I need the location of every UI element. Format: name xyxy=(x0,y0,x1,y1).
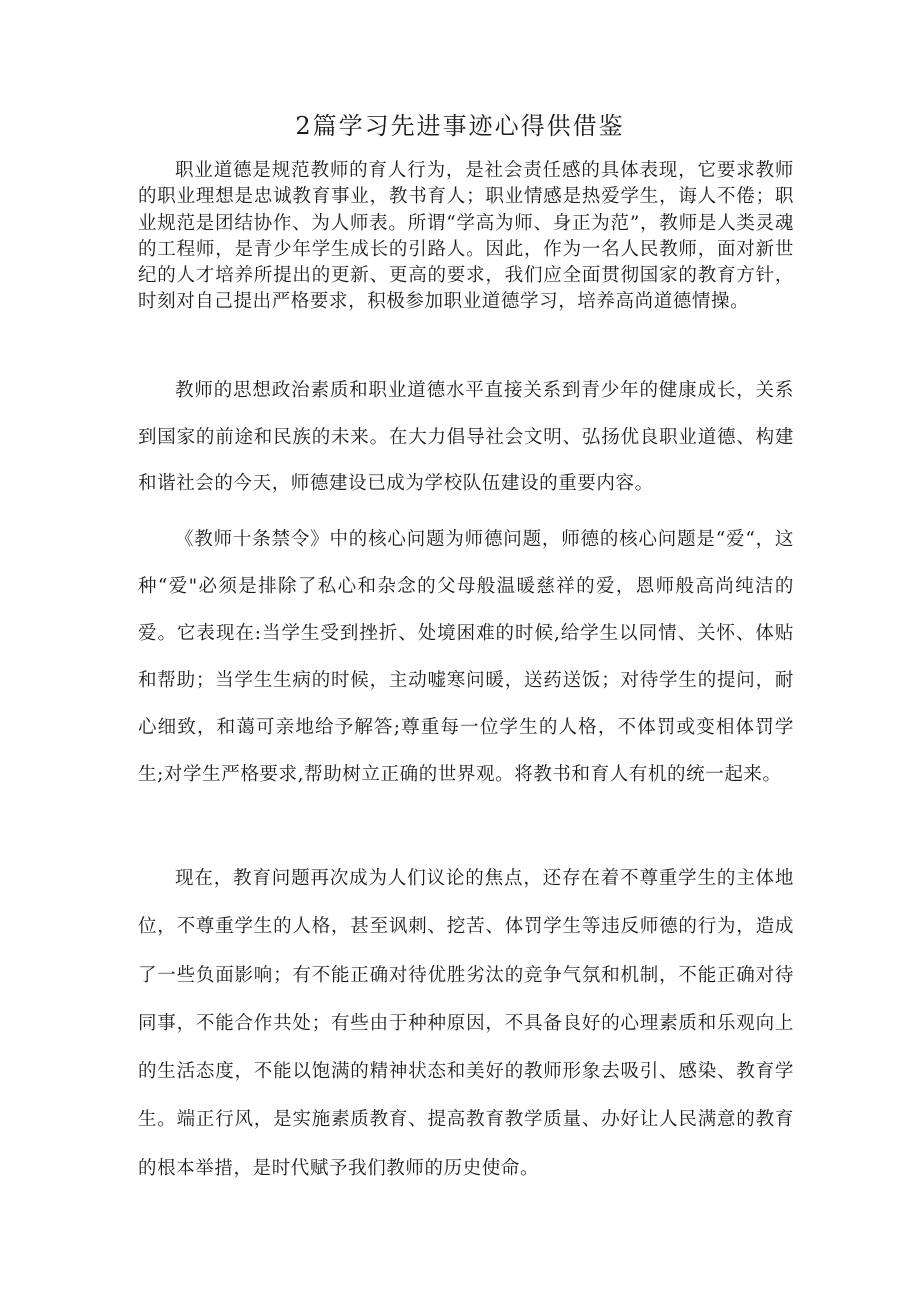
paragraph-ten-prohibitions: 《教师十条禁令》中的核心问题为师德问题，师德的核心问题是“爱“，这种“爱"必须是排除了私心和杂念的父母般温暖慈祥的爱，恩师般高尚纯洁的爱。它表现在:当学生受到挫折、处境困难的时候,给学生以同情、关怀、体贴和帮助；当学生生病的时候，主动嘘寒问暖，送药送饭；对待学生的提问，耐心细致，和蔼可亲地给予解答;尊重每一位学生的人格，不体罚或变相体罚学生;对学生严格要求,帮助树立正确的世界观。将教书和育人有机的统一起来。 xyxy=(138,529,794,785)
document-title: 2篇学习先进事迹心得供借鉴 xyxy=(295,112,625,140)
paragraph-professional-ethics: 职业道德是规范教师的育人行为，是社会责任感的具体表现，它要求教师的职业理想是忠诚教育事业，教书育人；职业情感是热爱学生，诲人不倦；职业规范是团结协作、为人师表。所谓“学高为师、身正为范”，教师是人类灵魂的工程师，是青少年学生成长的引路人。因此，作为一名人民教师，面对新世纪的人才培养所提出的更新、更高的要求，我们应全面贯彻国家的教育方针，时刻对自己提出严格要求，积极参加职业道德学习，培养高尚道德情操。 xyxy=(138,160,794,313)
paragraph-teacher-quality: 教师的思想政治素质和职业道德水平直接关系到青少年的健康成长，关系到国家的前途和民族的未来。在大力倡导社会文明、弘扬优良职业道德、构建和谐社会的今天，师德建设已成为学校队伍建设的重要内容。 xyxy=(138,380,794,494)
paragraph-current-problems: 现在，教育问题再次成为人们议论的焦点，还存在着不尊重学生的主体地位，不尊重学生的人格，甚至讽刺、挖苦、体罚学生等违反师德的行为，造成了一些负面影响；有不能正确对待优胜劣汰的竞争气氛和机制，不能正确对待同事，不能合作共处；有些由于种种原因，不具备良好的心理素质和乐观向上的生活态度，不能以饱满的精神状态和美好的教师形象去吸引、感染、教育学生。端正行风，是实施素质教育、提高教育教学质量、办好让人民满意的教育的根本举措，是时代赋予我们教师的历史使命。 xyxy=(138,868,794,1179)
